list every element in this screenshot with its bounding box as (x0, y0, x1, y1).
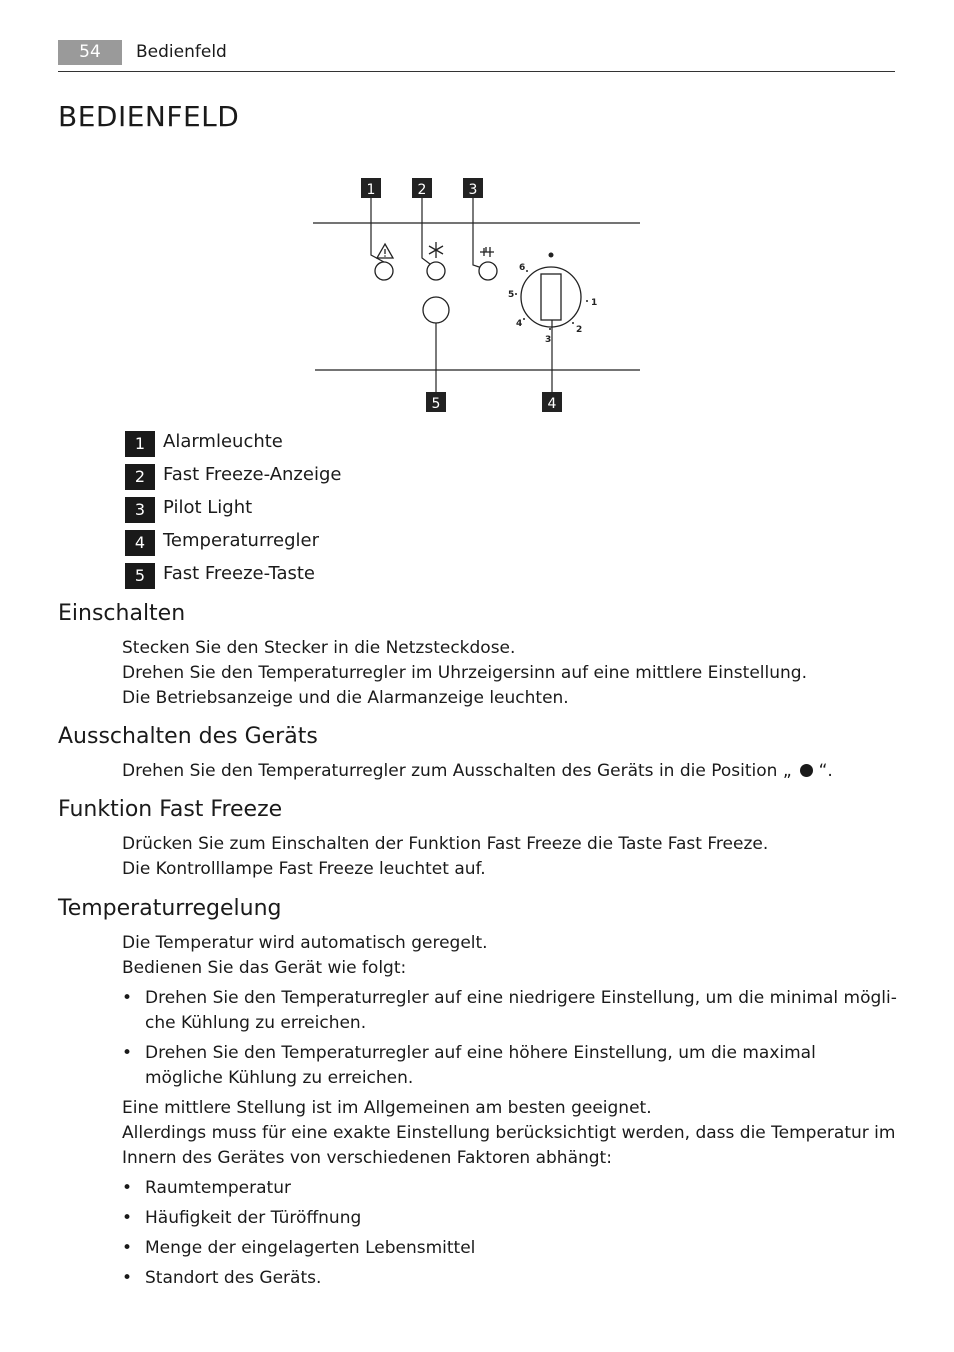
legend-label: Temperaturregler (163, 530, 320, 551)
alarm-light (375, 262, 393, 280)
body-line: Eine mittlere Stellung ist im Allgemeinen am besten geeignet. (122, 1098, 652, 1118)
callout-3 (463, 178, 483, 198)
dial-label-5: 5 (508, 290, 515, 300)
plug-icon (480, 247, 494, 257)
control-panel-diagram (300, 170, 650, 420)
dial-label-1: 1 (591, 298, 598, 308)
bullet-icon: • (122, 1268, 133, 1288)
legend-number: 5 (125, 563, 155, 589)
body-line: Drehen Sie den Temperaturregler im Uhrzeigersinn auf eine mittlere Einstellung. (122, 663, 807, 683)
callout-1 (361, 178, 381, 198)
body-line: Bedienen Sie das Gerät wie folgt: (122, 958, 407, 978)
dial-label-2: 2 (576, 325, 583, 335)
list-item: • Häufigkeit der Türöffnung (122, 1206, 898, 1231)
dial-label-6: 6 (519, 263, 526, 273)
section-ausschalten (58, 722, 898, 784)
svg-text:4: 4 (547, 396, 557, 412)
legend-label: Fast Freeze-Taste (163, 563, 316, 584)
list-item: • Raumtemperatur (122, 1176, 898, 1201)
callout-5 (426, 392, 446, 412)
legend-label: Pilot Light (163, 497, 253, 518)
bullet-icon: • (122, 1208, 133, 1228)
section-heading: Funktion Fast Freeze (58, 797, 283, 822)
dial-label-4: 4 (516, 319, 523, 329)
bullet-icon: • (122, 1238, 133, 1258)
pilot-light (479, 262, 497, 280)
svg-text:5: 5 (431, 396, 441, 412)
body-line (122, 759, 898, 784)
body-line: Allerdings muss für eine exakte Einstellung berücksichtigt werden, dass die Temperatur im Innern des Gerätes von verschiedenen Faktoren abhängt: (122, 1123, 896, 1168)
fast-freeze-indicator-light (427, 262, 445, 280)
section-heading: Einschalten (58, 601, 186, 626)
snowflake-icon (429, 242, 443, 258)
legend-label: Alarmleuchte (163, 431, 283, 452)
header-divider (58, 71, 895, 72)
bullet-icon: • (122, 988, 133, 1008)
legend-number: 3 (125, 497, 155, 523)
legend-number: 1 (125, 431, 155, 457)
list-item: • Drehen Sie den Temperaturregler auf eine niedrigere Einstellung, um die minimal mögli-che Kühlung zu erreichen. (122, 988, 897, 1033)
body-line: Drücken Sie zum Einschalten der Funktion Fast Freeze die Taste Fast Freeze. (122, 834, 769, 854)
legend-number: 2 (125, 464, 155, 490)
svg-text:2: 2 (417, 182, 427, 198)
callout-4 (542, 392, 562, 412)
position-text-before: Drehen Sie den Temperaturregler zum Ausschalten des Geräts in die Position „ (122, 761, 792, 781)
header-section-title: Bedienfeld (136, 42, 227, 62)
section-fast-freeze (58, 795, 898, 882)
body-line: Die Temperatur wird automatisch geregelt. (122, 933, 488, 953)
svg-text:3: 3 (468, 182, 478, 198)
page-title: BEDIENFELD (58, 100, 240, 133)
leader-line-2 (422, 198, 430, 264)
legend-label: Fast Freeze-Anzeige (163, 464, 342, 485)
svg-text:1: 1 (366, 182, 376, 198)
list-item: • Standort des Geräts. (122, 1266, 898, 1291)
legend-number: 4 (125, 530, 155, 556)
body-line: Die Kontrolllampe Fast Freeze leuchtet auf. (122, 859, 486, 879)
body-line: Stecken Sie den Stecker in die Netzsteckdose. (122, 638, 516, 658)
bullet-icon: • (122, 1043, 133, 1063)
section-einschalten (58, 599, 898, 711)
leader-line-3 (473, 198, 482, 268)
off-position-dot-icon (800, 764, 813, 777)
body-line: Die Betriebsanzeige und die Alarmanzeige leuchten. (122, 688, 569, 708)
bullet-icon: • (122, 1178, 133, 1198)
list-item: • Drehen Sie den Temperaturregler auf eine höhere Einstellung, um die maximal mögliche Kühlung zu erreichen. (122, 1043, 816, 1088)
temperature-dial (508, 253, 597, 346)
setting-instructions-list (122, 986, 898, 1091)
page-header (58, 40, 895, 72)
page-number: 54 (58, 40, 122, 65)
section-heading: Ausschalten des Geräts (58, 724, 318, 749)
position-text-after: “. (818, 761, 833, 781)
section-temperaturregelung (58, 894, 898, 1296)
section-heading: Temperaturregelung (58, 896, 282, 921)
dial-label-3: 3 (545, 335, 552, 345)
factors-list (122, 1176, 898, 1291)
leader-line-1 (371, 198, 384, 262)
list-item: • Menge der eingelagerten Lebensmittel (122, 1236, 898, 1261)
callout-2 (412, 178, 432, 198)
fast-freeze-button (423, 297, 449, 323)
warning-triangle-icon (377, 244, 393, 258)
